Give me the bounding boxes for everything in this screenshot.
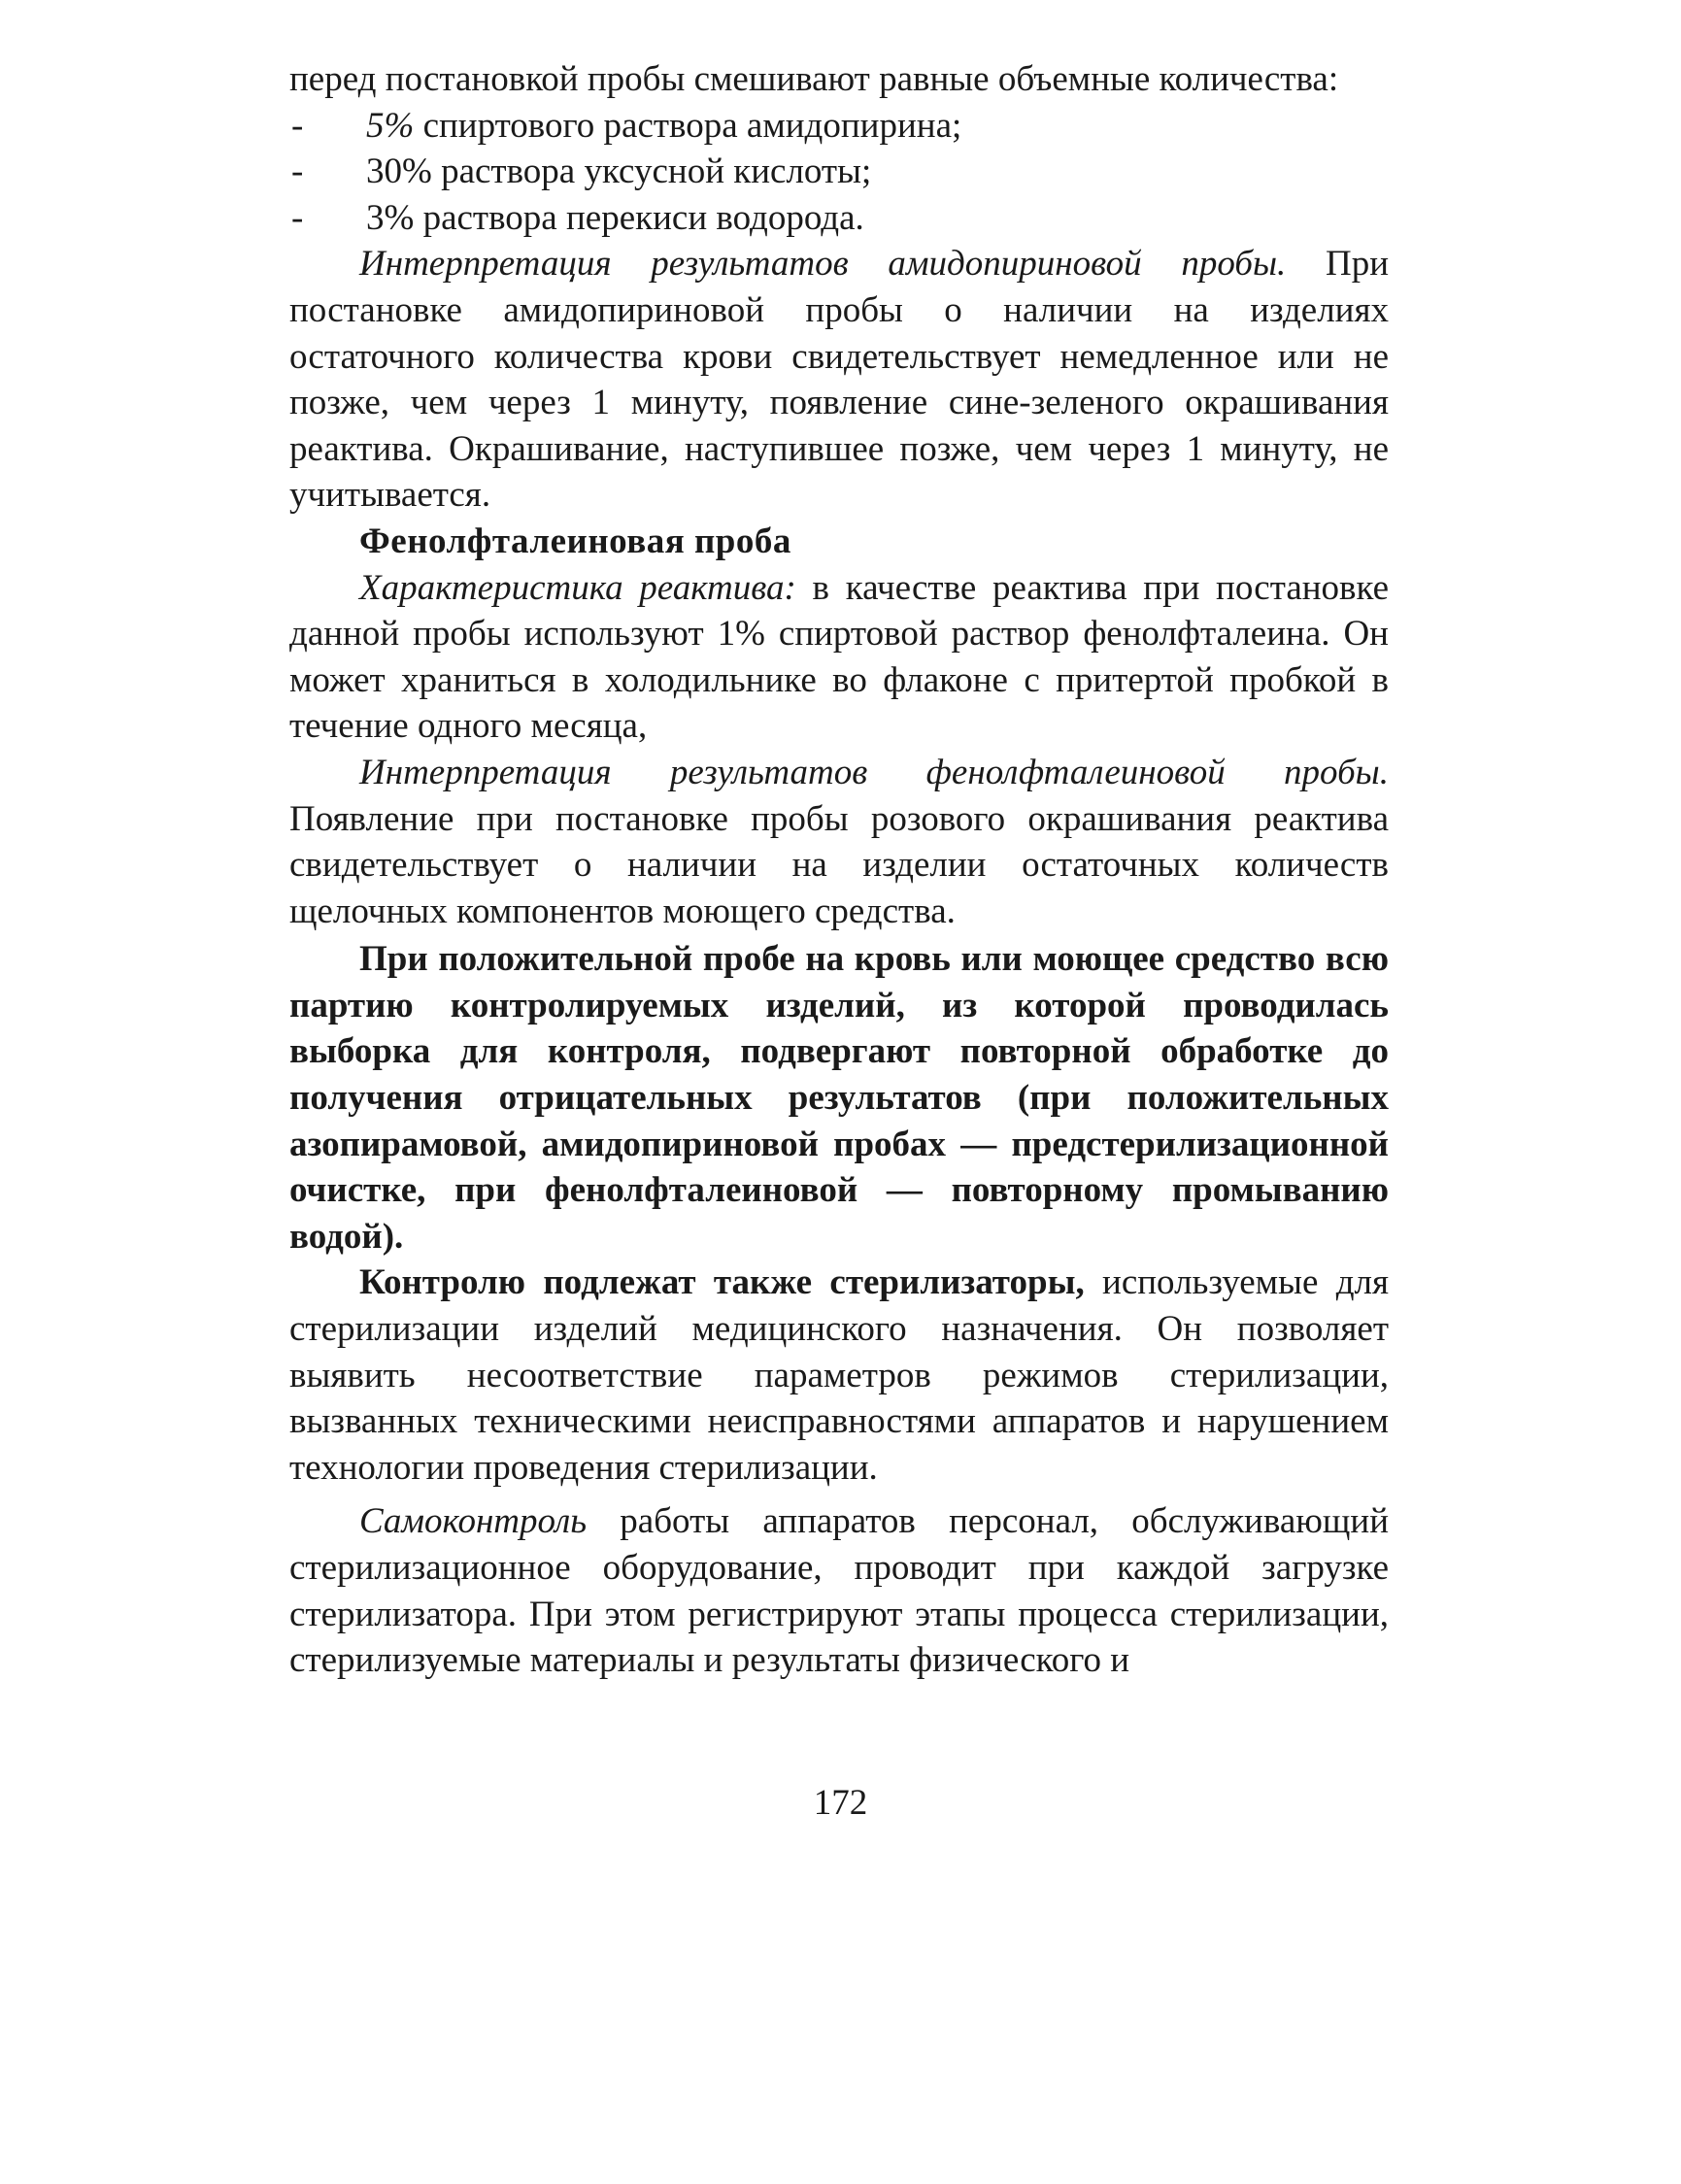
sterilizer-control-text: используемые для стерилизации изделий медицинского назначения. Он позволяет выявить несоответствие параметров режимов стерилизации, вызванных техническими неисправностями аппаратов и нарушением технологии проведения стерилизации. (289, 1262, 1390, 1488)
reagent-list (289, 103, 1389, 242)
list-dash: - (291, 105, 304, 146)
amidopyrine-interpretation-text: При постановке амидопириновой пробы о наличии на изделиях остаточного количества крови свидетельствует немедленное или не позже, чем через 1 минуту, появление сине-зеленого окрашивания реактива. Окрашивание, наступившее позже, чем через 1 минуту, не учитывается. (289, 244, 1389, 516)
list-item (289, 149, 1389, 195)
sterilizer-control-label: Контролю подлежат также стерилизаторы, (359, 1262, 1085, 1303)
self-control-label: Самоконтроль (359, 1501, 588, 1542)
phenolphthalein-interpretation-text: Появление при постановке пробы розового окрашивания реактива свидетельствует о наличии на изделии остаточных количеств щелочных компонентов моющего средства. (289, 798, 1389, 931)
self-control-paragraph (289, 1498, 1389, 1683)
reagent-characteristics-text: в качестве реактива при постановке данной пробы используют 1% спиртовой раствор фенолфталеина. Он может храниться в холодильнике во флаконе с притертой пробкой в течение одного месяца, (289, 567, 1389, 747)
list-item (289, 195, 1389, 242)
list-item-text: спиртового раствора амидопирина; (414, 105, 962, 146)
list-item (289, 103, 1389, 150)
self-control-text: работы аппаратов персонал, обслуживающий стерилизационное оборудование, проводит при каждой загрузке стерилизатора. При этом регистрируют этапы процесса стерилизации, стерилизуемые материалы и результаты физического и (289, 1501, 1389, 1681)
list-item-percent: 30% (366, 151, 432, 192)
intro-paragraph: перед постановкой пробы смешивают равные объемные количества: (289, 59, 1339, 99)
list-item-percent: 3% (366, 197, 415, 238)
list-item-percent: 5% (366, 105, 415, 146)
section-heading: Фенолфталеиновая проба (359, 521, 791, 561)
list-item-text: раствора перекиси водорода. (414, 197, 864, 238)
list-dash: - (291, 151, 304, 192)
amidopyrine-interpretation-paragraph (289, 241, 1389, 519)
reagent-characteristics-label: Характеристика реактива: (359, 567, 796, 608)
amidopyrine-interpretation-label: Интерпретация результатов амидопириновой пробы. (359, 244, 1287, 285)
page-number: 172 (813, 1783, 868, 1823)
phenolphthalein-interpretation-label: Интерпретация результатов фенолфталеиновой пробы. (359, 752, 1389, 792)
list-dash: - (291, 197, 304, 238)
reagent-characteristics-paragraph (289, 565, 1389, 750)
document-page (289, 56, 1389, 1684)
sterilizer-control-paragraph (289, 1260, 1389, 1491)
list-item-text: раствора уксусной кислоты; (431, 151, 872, 192)
phenolphthalein-interpretation-paragraph (289, 750, 1389, 934)
positive-test-rule-paragraph: При положительной пробе на кровь или моющее средство всю партию контролируемых изделий, из которой проводилась выборка для контроля, подвергают повторной обработке до получения отрицательных результатов (при положительных азопирамовой, амидопириновой пробах — предстерилизационной очистке, при фенолфталеиновой — повторному промыванию водой). (289, 939, 1389, 1257)
